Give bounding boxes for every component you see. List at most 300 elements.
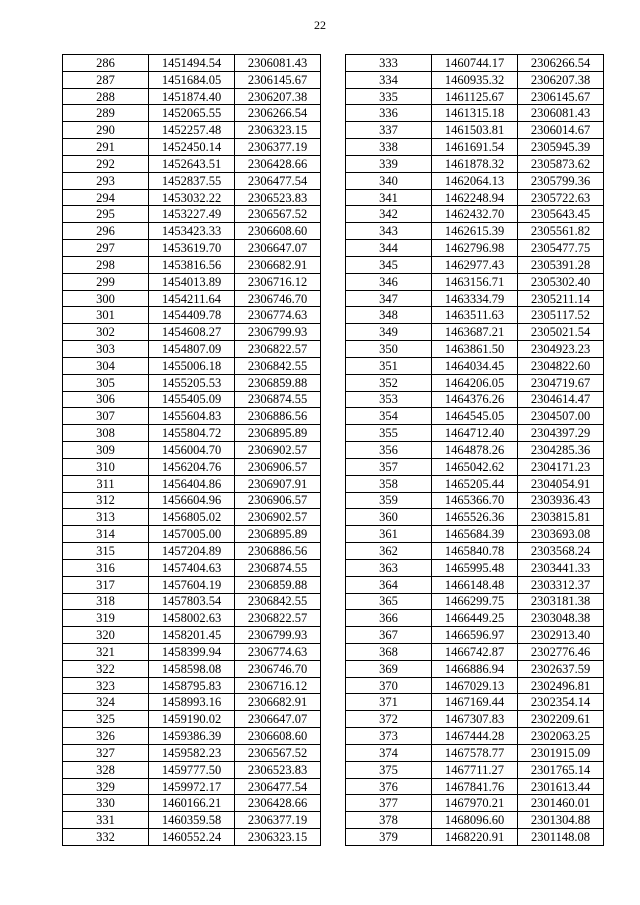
- table-row: [346, 509, 604, 526]
- y-coordinate-cell: 2304507.00: [518, 408, 604, 425]
- y-coordinate-cell: 2305722.63: [518, 189, 604, 206]
- x-coordinate-cell: 1467841.76: [432, 778, 518, 795]
- y-coordinate-cell: 2306081.43: [235, 55, 321, 72]
- point-number-cell: 344: [346, 240, 432, 257]
- point-number-cell: 346: [346, 273, 432, 290]
- table-row: [346, 206, 604, 223]
- y-coordinate-cell: 2306886.56: [235, 543, 321, 560]
- table-row: [63, 694, 321, 711]
- point-number-cell: 321: [63, 643, 149, 660]
- point-number-cell: 358: [346, 475, 432, 492]
- y-coordinate-cell: 2305873.62: [518, 155, 604, 172]
- table-row: [63, 829, 321, 846]
- table-row: [346, 71, 604, 88]
- point-number-cell: 307: [63, 408, 149, 425]
- point-number-cell: 327: [63, 744, 149, 761]
- table-row: [63, 576, 321, 593]
- table-row: [346, 728, 604, 745]
- point-number-cell: 372: [346, 711, 432, 728]
- point-number-cell: 361: [346, 526, 432, 543]
- table-row: [63, 189, 321, 206]
- x-coordinate-cell: 1466148.48: [432, 576, 518, 593]
- x-coordinate-cell: 1456204.76: [149, 458, 235, 475]
- y-coordinate-cell: 2306377.19: [235, 139, 321, 156]
- table-row: [63, 391, 321, 408]
- x-coordinate-cell: 1458598.08: [149, 660, 235, 677]
- point-number-cell: 379: [346, 829, 432, 846]
- y-coordinate-cell: 2305021.54: [518, 324, 604, 341]
- y-coordinate-cell: 2305117.52: [518, 307, 604, 324]
- x-coordinate-cell: 1452065.55: [149, 105, 235, 122]
- table-row: [63, 408, 321, 425]
- point-number-cell: 364: [346, 576, 432, 593]
- x-coordinate-cell: 1465684.39: [432, 526, 518, 543]
- table-row: [346, 559, 604, 576]
- point-number-cell: 331: [63, 812, 149, 829]
- table-row: [346, 744, 604, 761]
- table-row: [63, 593, 321, 610]
- table-row: [346, 593, 604, 610]
- table-row: [346, 290, 604, 307]
- table-row: [63, 728, 321, 745]
- table-row: [346, 374, 604, 391]
- y-coordinate-cell: 2306902.57: [235, 509, 321, 526]
- x-coordinate-cell: 1464712.40: [432, 425, 518, 442]
- x-coordinate-cell: 1464376.26: [432, 391, 518, 408]
- table-row: [63, 256, 321, 273]
- y-coordinate-cell: 2306145.67: [235, 71, 321, 88]
- x-coordinate-cell: 1468096.60: [432, 812, 518, 829]
- x-coordinate-cell: 1465366.70: [432, 492, 518, 509]
- point-number-cell: 326: [63, 728, 149, 745]
- y-coordinate-cell: 2306207.38: [235, 88, 321, 105]
- table-row: [63, 744, 321, 761]
- y-coordinate-cell: 2306799.93: [235, 324, 321, 341]
- point-number-cell: 305: [63, 374, 149, 391]
- y-coordinate-cell: 2306323.15: [235, 122, 321, 139]
- x-coordinate-cell: 1466886.94: [432, 660, 518, 677]
- x-coordinate-cell: 1455405.09: [149, 391, 235, 408]
- point-number-cell: 335: [346, 88, 432, 105]
- x-coordinate-cell: 1460359.58: [149, 812, 235, 829]
- point-number-cell: 291: [63, 139, 149, 156]
- point-number-cell: 342: [346, 206, 432, 223]
- x-coordinate-cell: 1454013.89: [149, 273, 235, 290]
- x-coordinate-cell: 1467169.44: [432, 694, 518, 711]
- point-number-cell: 318: [63, 593, 149, 610]
- point-number-cell: 356: [346, 442, 432, 459]
- coordinates-table-left: [62, 54, 321, 846]
- x-coordinate-cell: 1464878.26: [432, 442, 518, 459]
- x-coordinate-cell: 1462796.98: [432, 240, 518, 257]
- x-coordinate-cell: 1457803.54: [149, 593, 235, 610]
- x-coordinate-cell: 1459386.39: [149, 728, 235, 745]
- table-row: [346, 795, 604, 812]
- x-coordinate-cell: 1456004.70: [149, 442, 235, 459]
- x-coordinate-cell: 1461878.32: [432, 155, 518, 172]
- y-coordinate-cell: 2303181.38: [518, 593, 604, 610]
- y-coordinate-cell: 2306428.66: [235, 795, 321, 812]
- x-coordinate-cell: 1462064.13: [432, 172, 518, 189]
- y-coordinate-cell: 2302637.59: [518, 660, 604, 677]
- table-row: [63, 492, 321, 509]
- y-coordinate-cell: 2301613.44: [518, 778, 604, 795]
- y-coordinate-cell: 2306859.88: [235, 374, 321, 391]
- table-row: [63, 240, 321, 257]
- point-number-cell: 286: [63, 55, 149, 72]
- table-row: [63, 324, 321, 341]
- y-coordinate-cell: 2306774.63: [235, 307, 321, 324]
- y-coordinate-cell: 2302496.81: [518, 677, 604, 694]
- point-number-cell: 375: [346, 761, 432, 778]
- point-number-cell: 357: [346, 458, 432, 475]
- x-coordinate-cell: 1457404.63: [149, 559, 235, 576]
- table-row: [63, 425, 321, 442]
- table-row: [63, 660, 321, 677]
- table-row: [63, 55, 321, 72]
- y-coordinate-cell: 2306608.60: [235, 223, 321, 240]
- table-row: [346, 526, 604, 543]
- y-coordinate-cell: 2305561.82: [518, 223, 604, 240]
- point-number-cell: 352: [346, 374, 432, 391]
- point-number-cell: 308: [63, 425, 149, 442]
- y-coordinate-cell: 2304923.23: [518, 341, 604, 358]
- table-row: [63, 559, 321, 576]
- point-number-cell: 310: [63, 458, 149, 475]
- point-number-cell: 320: [63, 627, 149, 644]
- point-number-cell: 378: [346, 812, 432, 829]
- point-number-cell: 362: [346, 543, 432, 560]
- table-row: [346, 391, 604, 408]
- y-coordinate-cell: 2306906.57: [235, 492, 321, 509]
- x-coordinate-cell: 1456404.86: [149, 475, 235, 492]
- y-coordinate-cell: 2306859.88: [235, 576, 321, 593]
- point-number-cell: 360: [346, 509, 432, 526]
- y-coordinate-cell: 2306477.54: [235, 172, 321, 189]
- table-row: [346, 324, 604, 341]
- y-coordinate-cell: 2306874.55: [235, 391, 321, 408]
- y-coordinate-cell: 2306746.70: [235, 660, 321, 677]
- point-number-cell: 338: [346, 139, 432, 156]
- y-coordinate-cell: 2301460.01: [518, 795, 604, 812]
- point-number-cell: 330: [63, 795, 149, 812]
- x-coordinate-cell: 1459582.23: [149, 744, 235, 761]
- point-number-cell: 322: [63, 660, 149, 677]
- x-coordinate-cell: 1466299.75: [432, 593, 518, 610]
- y-coordinate-cell: 2304054.91: [518, 475, 604, 492]
- y-coordinate-cell: 2306081.43: [518, 105, 604, 122]
- point-number-cell: 350: [346, 341, 432, 358]
- x-coordinate-cell: 1454807.09: [149, 341, 235, 358]
- x-coordinate-cell: 1462248.94: [432, 189, 518, 206]
- point-number-cell: 300: [63, 290, 149, 307]
- y-coordinate-cell: 2303568.24: [518, 543, 604, 560]
- point-number-cell: 297: [63, 240, 149, 257]
- y-coordinate-cell: 2302913.40: [518, 627, 604, 644]
- table-row: [346, 778, 604, 795]
- point-number-cell: 288: [63, 88, 149, 105]
- y-coordinate-cell: 2302209.61: [518, 711, 604, 728]
- y-coordinate-cell: 2305477.75: [518, 240, 604, 257]
- x-coordinate-cell: 1456805.02: [149, 509, 235, 526]
- y-coordinate-cell: 2303312.37: [518, 576, 604, 593]
- x-coordinate-cell: 1461315.18: [432, 105, 518, 122]
- point-number-cell: 370: [346, 677, 432, 694]
- y-coordinate-cell: 2306682.91: [235, 694, 321, 711]
- point-number-cell: 323: [63, 677, 149, 694]
- y-coordinate-cell: 2303815.81: [518, 509, 604, 526]
- x-coordinate-cell: 1453816.56: [149, 256, 235, 273]
- table-row: [63, 139, 321, 156]
- point-number-cell: 332: [63, 829, 149, 846]
- point-number-cell: 374: [346, 744, 432, 761]
- table-row: [63, 610, 321, 627]
- point-number-cell: 347: [346, 290, 432, 307]
- point-number-cell: 325: [63, 711, 149, 728]
- y-coordinate-cell: 2301148.08: [518, 829, 604, 846]
- table-row: [346, 240, 604, 257]
- point-number-cell: 348: [346, 307, 432, 324]
- y-coordinate-cell: 2306682.91: [235, 256, 321, 273]
- x-coordinate-cell: 1457604.19: [149, 576, 235, 593]
- table-row: [346, 172, 604, 189]
- x-coordinate-cell: 1451684.05: [149, 71, 235, 88]
- x-coordinate-cell: 1462432.70: [432, 206, 518, 223]
- point-number-cell: 366: [346, 610, 432, 627]
- x-coordinate-cell: 1465995.48: [432, 559, 518, 576]
- table-row: [346, 610, 604, 627]
- table-row: [346, 761, 604, 778]
- x-coordinate-cell: 1461503.81: [432, 122, 518, 139]
- point-number-cell: 324: [63, 694, 149, 711]
- point-number-cell: 311: [63, 475, 149, 492]
- y-coordinate-cell: 2306567.52: [235, 744, 321, 761]
- y-coordinate-cell: 2306902.57: [235, 442, 321, 459]
- table-row: [346, 139, 604, 156]
- x-coordinate-cell: 1462977.43: [432, 256, 518, 273]
- y-coordinate-cell: 2306323.15: [235, 829, 321, 846]
- x-coordinate-cell: 1458993.16: [149, 694, 235, 711]
- point-number-cell: 353: [346, 391, 432, 408]
- y-coordinate-cell: 2306799.93: [235, 627, 321, 644]
- page-number: 22: [314, 18, 326, 32]
- table-row: [346, 492, 604, 509]
- y-coordinate-cell: 2305799.36: [518, 172, 604, 189]
- table-row: [346, 660, 604, 677]
- x-coordinate-cell: 1457204.89: [149, 543, 235, 560]
- x-coordinate-cell: 1452257.48: [149, 122, 235, 139]
- table-row: [346, 643, 604, 660]
- point-number-cell: 317: [63, 576, 149, 593]
- point-number-cell: 359: [346, 492, 432, 509]
- y-coordinate-cell: 2306907.91: [235, 475, 321, 492]
- point-number-cell: 343: [346, 223, 432, 240]
- table-row: [63, 290, 321, 307]
- point-number-cell: 306: [63, 391, 149, 408]
- point-number-cell: 302: [63, 324, 149, 341]
- table-row: [63, 341, 321, 358]
- y-coordinate-cell: 2306567.52: [235, 206, 321, 223]
- y-coordinate-cell: 2303048.38: [518, 610, 604, 627]
- y-coordinate-cell: 2306906.57: [235, 458, 321, 475]
- y-coordinate-cell: 2306477.54: [235, 778, 321, 795]
- x-coordinate-cell: 1460744.17: [432, 55, 518, 72]
- y-coordinate-cell: 2306428.66: [235, 155, 321, 172]
- x-coordinate-cell: 1454211.64: [149, 290, 235, 307]
- x-coordinate-cell: 1465205.44: [432, 475, 518, 492]
- x-coordinate-cell: 1467970.21: [432, 795, 518, 812]
- x-coordinate-cell: 1455205.53: [149, 374, 235, 391]
- y-coordinate-cell: 2306822.57: [235, 610, 321, 627]
- y-coordinate-cell: 2304614.47: [518, 391, 604, 408]
- point-number-cell: 287: [63, 71, 149, 88]
- table-row: [63, 155, 321, 172]
- point-number-cell: 377: [346, 795, 432, 812]
- y-coordinate-cell: 2306266.54: [235, 105, 321, 122]
- x-coordinate-cell: 1453619.70: [149, 240, 235, 257]
- table-row: [63, 711, 321, 728]
- table-row: [63, 543, 321, 560]
- x-coordinate-cell: 1451874.40: [149, 88, 235, 105]
- x-coordinate-cell: 1452450.14: [149, 139, 235, 156]
- y-coordinate-cell: 2306523.83: [235, 761, 321, 778]
- y-coordinate-cell: 2303441.33: [518, 559, 604, 576]
- table-row: [346, 408, 604, 425]
- table-row: [346, 223, 604, 240]
- point-number-cell: 298: [63, 256, 149, 273]
- x-coordinate-cell: 1464034.45: [432, 357, 518, 374]
- y-coordinate-cell: 2303693.08: [518, 526, 604, 543]
- x-coordinate-cell: 1460935.32: [432, 71, 518, 88]
- table-row: [63, 206, 321, 223]
- point-number-cell: 369: [346, 660, 432, 677]
- table-row: [346, 122, 604, 139]
- table-row: [63, 627, 321, 644]
- point-number-cell: 328: [63, 761, 149, 778]
- table-row: [63, 812, 321, 829]
- table-row: [346, 829, 604, 846]
- x-coordinate-cell: 1467029.13: [432, 677, 518, 694]
- x-coordinate-cell: 1464545.05: [432, 408, 518, 425]
- y-coordinate-cell: 2306842.55: [235, 593, 321, 610]
- table-row: [346, 357, 604, 374]
- table-row: [63, 223, 321, 240]
- table-row: [346, 711, 604, 728]
- y-coordinate-cell: 2302776.46: [518, 643, 604, 660]
- x-coordinate-cell: 1466596.97: [432, 627, 518, 644]
- table-row: [346, 475, 604, 492]
- x-coordinate-cell: 1463687.21: [432, 324, 518, 341]
- y-coordinate-cell: 2301304.88: [518, 812, 604, 829]
- table-row: [346, 273, 604, 290]
- x-coordinate-cell: 1458795.83: [149, 677, 235, 694]
- table-row: [63, 677, 321, 694]
- y-coordinate-cell: 2306608.60: [235, 728, 321, 745]
- y-coordinate-cell: 2304719.67: [518, 374, 604, 391]
- table-row: [63, 475, 321, 492]
- x-coordinate-cell: 1452837.55: [149, 172, 235, 189]
- y-coordinate-cell: 2306842.55: [235, 357, 321, 374]
- x-coordinate-cell: 1466449.25: [432, 610, 518, 627]
- y-coordinate-cell: 2305391.28: [518, 256, 604, 273]
- point-number-cell: 293: [63, 172, 149, 189]
- table-row: [63, 357, 321, 374]
- table-row: [63, 458, 321, 475]
- x-coordinate-cell: 1455804.72: [149, 425, 235, 442]
- table-row: [346, 677, 604, 694]
- x-coordinate-cell: 1459190.02: [149, 711, 235, 728]
- y-coordinate-cell: 2306014.67: [518, 122, 604, 139]
- table-row: [346, 543, 604, 560]
- y-coordinate-cell: 2306523.83: [235, 189, 321, 206]
- y-coordinate-cell: 2306716.12: [235, 273, 321, 290]
- point-number-cell: 336: [346, 105, 432, 122]
- point-number-cell: 315: [63, 543, 149, 560]
- x-coordinate-cell: 1459777.50: [149, 761, 235, 778]
- point-number-cell: 312: [63, 492, 149, 509]
- point-number-cell: 337: [346, 122, 432, 139]
- point-number-cell: 299: [63, 273, 149, 290]
- x-coordinate-cell: 1451494.54: [149, 55, 235, 72]
- y-coordinate-cell: 2304285.36: [518, 442, 604, 459]
- point-number-cell: 319: [63, 610, 149, 627]
- y-coordinate-cell: 2306822.57: [235, 341, 321, 358]
- y-coordinate-cell: 2304171.23: [518, 458, 604, 475]
- table-row: [346, 55, 604, 72]
- table-row: [63, 88, 321, 105]
- table-row: [63, 71, 321, 88]
- point-number-cell: 355: [346, 425, 432, 442]
- x-coordinate-cell: 1458002.63: [149, 610, 235, 627]
- x-coordinate-cell: 1464206.05: [432, 374, 518, 391]
- x-coordinate-cell: 1458201.45: [149, 627, 235, 644]
- y-coordinate-cell: 2306716.12: [235, 677, 321, 694]
- table-row: [63, 105, 321, 122]
- x-coordinate-cell: 1463334.79: [432, 290, 518, 307]
- x-coordinate-cell: 1463511.63: [432, 307, 518, 324]
- x-coordinate-cell: 1465526.36: [432, 509, 518, 526]
- y-coordinate-cell: 2306266.54: [518, 55, 604, 72]
- point-number-cell: 289: [63, 105, 149, 122]
- x-coordinate-cell: 1457005.00: [149, 526, 235, 543]
- point-number-cell: 309: [63, 442, 149, 459]
- table-row: [63, 526, 321, 543]
- table-row: [63, 795, 321, 812]
- x-coordinate-cell: 1467578.77: [432, 744, 518, 761]
- table-row: [346, 425, 604, 442]
- x-coordinate-cell: 1462615.39: [432, 223, 518, 240]
- point-number-cell: 345: [346, 256, 432, 273]
- x-coordinate-cell: 1463861.50: [432, 341, 518, 358]
- point-number-cell: 339: [346, 155, 432, 172]
- point-number-cell: 368: [346, 643, 432, 660]
- table-row: [346, 88, 604, 105]
- table-row: [63, 122, 321, 139]
- y-coordinate-cell: 2303936.43: [518, 492, 604, 509]
- x-coordinate-cell: 1465840.78: [432, 543, 518, 560]
- x-coordinate-cell: 1460166.21: [149, 795, 235, 812]
- y-coordinate-cell: 2306874.55: [235, 559, 321, 576]
- table-row: [63, 643, 321, 660]
- y-coordinate-cell: 2301915.09: [518, 744, 604, 761]
- x-coordinate-cell: 1458399.94: [149, 643, 235, 660]
- point-number-cell: 349: [346, 324, 432, 341]
- x-coordinate-cell: 1453032.22: [149, 189, 235, 206]
- point-number-cell: 316: [63, 559, 149, 576]
- y-coordinate-cell: 2305211.14: [518, 290, 604, 307]
- table-row: [346, 155, 604, 172]
- y-coordinate-cell: 2306774.63: [235, 643, 321, 660]
